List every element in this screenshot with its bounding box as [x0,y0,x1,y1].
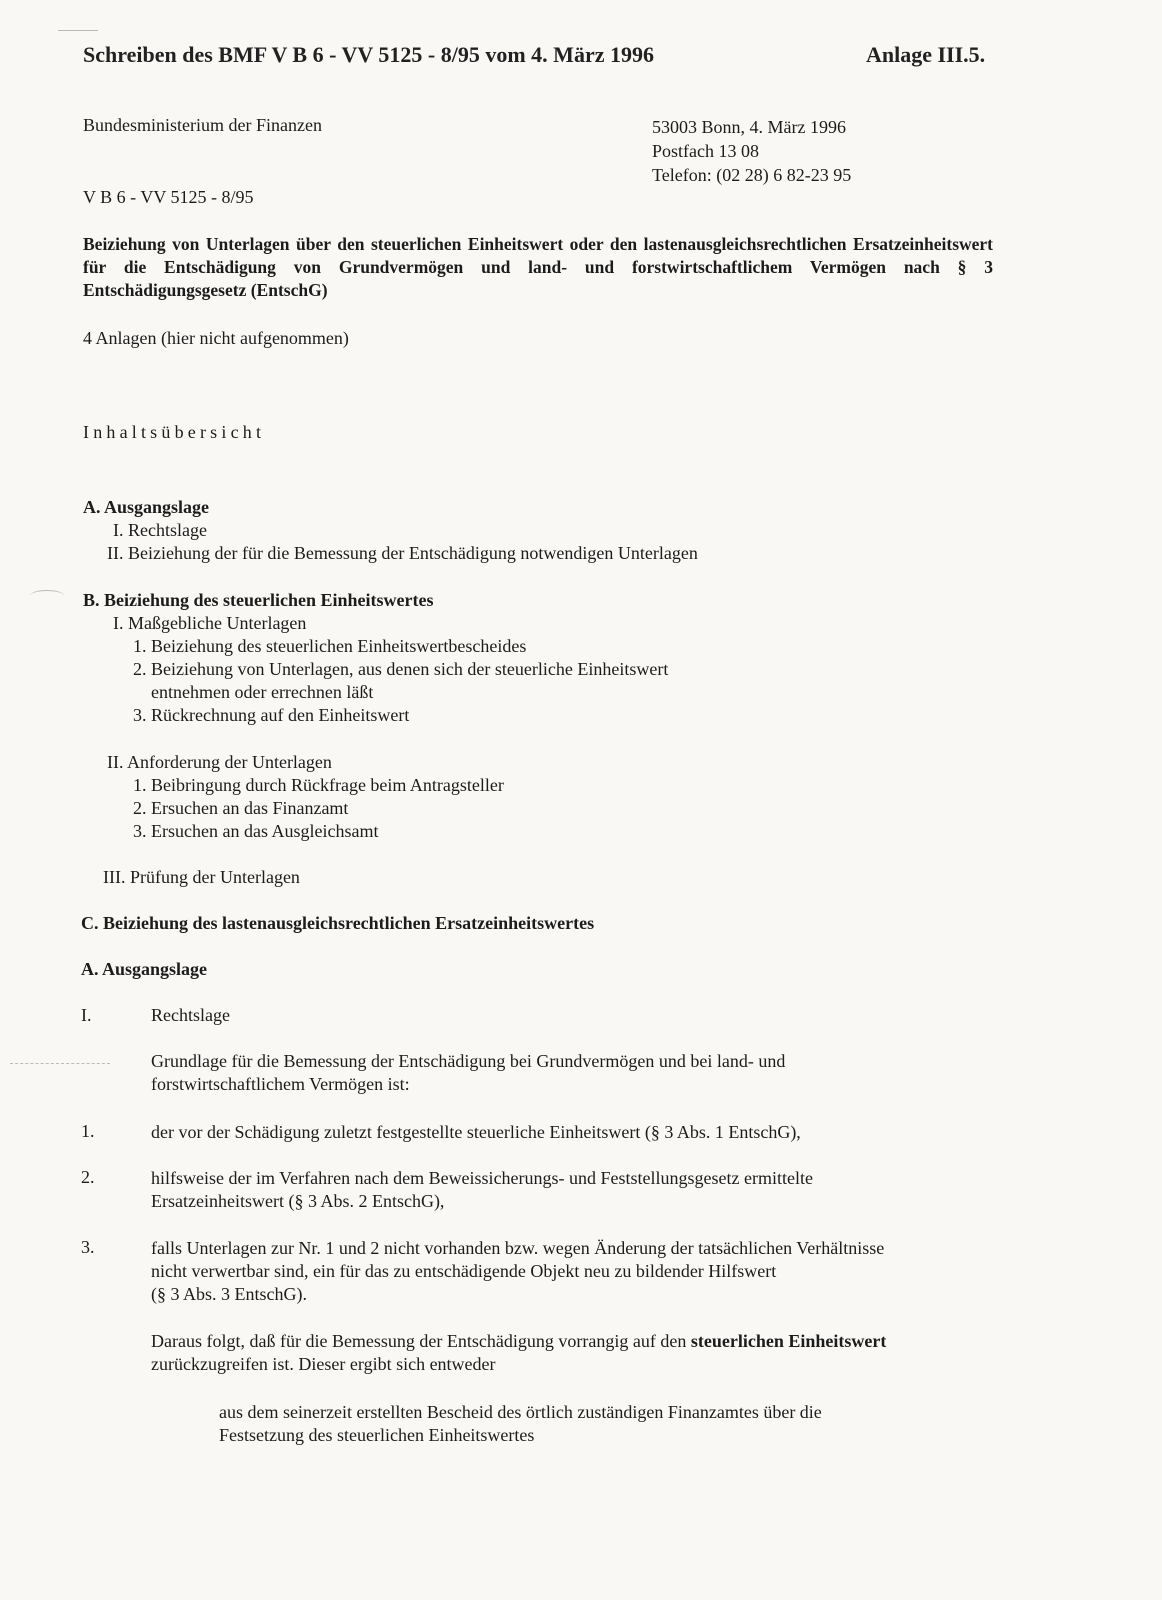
scan-mark [58,30,98,31]
toc-section-a: A. Ausgangslage [83,497,210,517]
toc-section-c: C. Beiziehung des lastenausgleichsrechtlichen Ersatzeinheitswertes [81,913,595,933]
conclusion-line [151,1330,886,1353]
toc-item: I. Rechtslage [113,520,207,540]
list-item-text: nicht verwertbar sind, ein für das zu entschädigende Objekt neu zu bildender Hilfswert [151,1261,777,1281]
sender-address-block [652,115,851,187]
scan-mark [10,1063,110,1064]
subsection-number: I. [81,1005,92,1025]
city-date: 53003 Bonn, 4. März 1996 [652,117,846,137]
toc-item: 3. Rückrechnung auf den Einheitswert [133,705,410,725]
indented-text-line: Festsetzung des steuerlichen Einheitswertes [219,1425,535,1445]
list-number: 1. [81,1121,95,1141]
reference-number: V B 6 - VV 5125 - 8/95 [83,187,254,207]
toc-item-continued: entnehmen oder errechnen läßt [151,682,374,702]
subsection-title: Rechtslage [151,1005,230,1025]
toc-item: 2. Beiziehung von Unterlagen, aus denen sich der steuerliche Einheitswert [133,659,669,679]
list-item-text: (§ 3 Abs. 3 EntschG). [151,1284,307,1304]
list-number: 3. [81,1237,95,1257]
list-item-text: Ersatzeinheitswert (§ 3 Abs. 2 EntschG), [151,1191,445,1211]
toc-item: 1. Beiziehung des steuerlichen Einheitswertbescheides [133,636,527,656]
list-item-text: der vor der Schädigung zuletzt festgestellte steuerliche Einheitswert (§ 3 Abs. 1 EntschG), [151,1122,801,1142]
toc-item: II. Anforderung der Unterlagen [107,752,332,772]
document-header-title: Schreiben des BMF V B 6 - VV 5125 - 8/95 vom 4. März 1996 [83,42,654,67]
attachments-note: 4 Anlagen (hier nicht aufgenommen) [83,328,349,348]
scan-mark [30,590,64,601]
conclusion-line: zurückzugreifen ist. Dieser ergibt sich entweder [151,1354,496,1374]
toc-item: 3. Ersuchen an das Ausgleichsamt [133,821,379,841]
toc-section-b: B. Beiziehung des steuerlichen Einheitswertes [83,590,434,610]
intro-text-line: forstwirtschaftlichem Vermögen ist: [151,1074,410,1094]
toc-item: III. Prüfung der Unterlagen [103,867,300,887]
sender-ministry: Bundesministerium der Finanzen [83,115,322,135]
annex-label: Anlage III.5. [866,42,986,67]
toc-item: 1. Beibringung durch Rückfrage beim Antragsteller [133,775,504,795]
body-section-title: A. Ausgangslage [81,959,208,979]
postfach: Postfach 13 08 [652,141,759,161]
toc-item: I. Maßgebliche Unterlagen [113,613,307,633]
indented-text-line: aus dem seinerzeit erstellten Bescheid des örtlich zuständigen Finanzamtes über die [219,1402,822,1422]
toc-title: Inhaltsübersicht [83,422,266,442]
toc-item: II. Beiziehung der für die Bemessung der Entschädigung notwendigen Unterlagen [107,543,698,563]
list-number: 2. [81,1167,95,1187]
conclusion-text: Daraus folgt, daß für die Bemessung der Entschädigung vorrangig auf den [151,1331,691,1351]
telefon: Telefon: (02 28) 6 82-23 95 [652,165,852,185]
list-item-text: falls Unterlagen zur Nr. 1 und 2 nicht vorhanden bzw. wegen Änderung der tatsächlichen Verhältnisse [151,1238,885,1258]
emphasis-text: steuerlichen Einheitswert [690,1331,887,1351]
toc-item: 2. Ersuchen an das Finanzamt [133,798,349,818]
subject-line: Beiziehung von Unterlagen über den steuerlichen Einheitswert oder den lastenausgleichsrechtlichen Ersatzeinheitswert für die Entschädigung von Grundvermögen und land- und forstwirtschaftlichem Vermögen nach § 3 Entschädigungsgesetz (EntschG) [83,234,993,300]
list-item-text: hilfsweise der im Verfahren nach dem Beweissicherungs- und Feststellungsgesetz ermittelte [151,1168,813,1188]
intro-text-line: Grundlage für die Bemessung der Entschädigung bei Grundvermögen und bei land- und [151,1051,786,1071]
